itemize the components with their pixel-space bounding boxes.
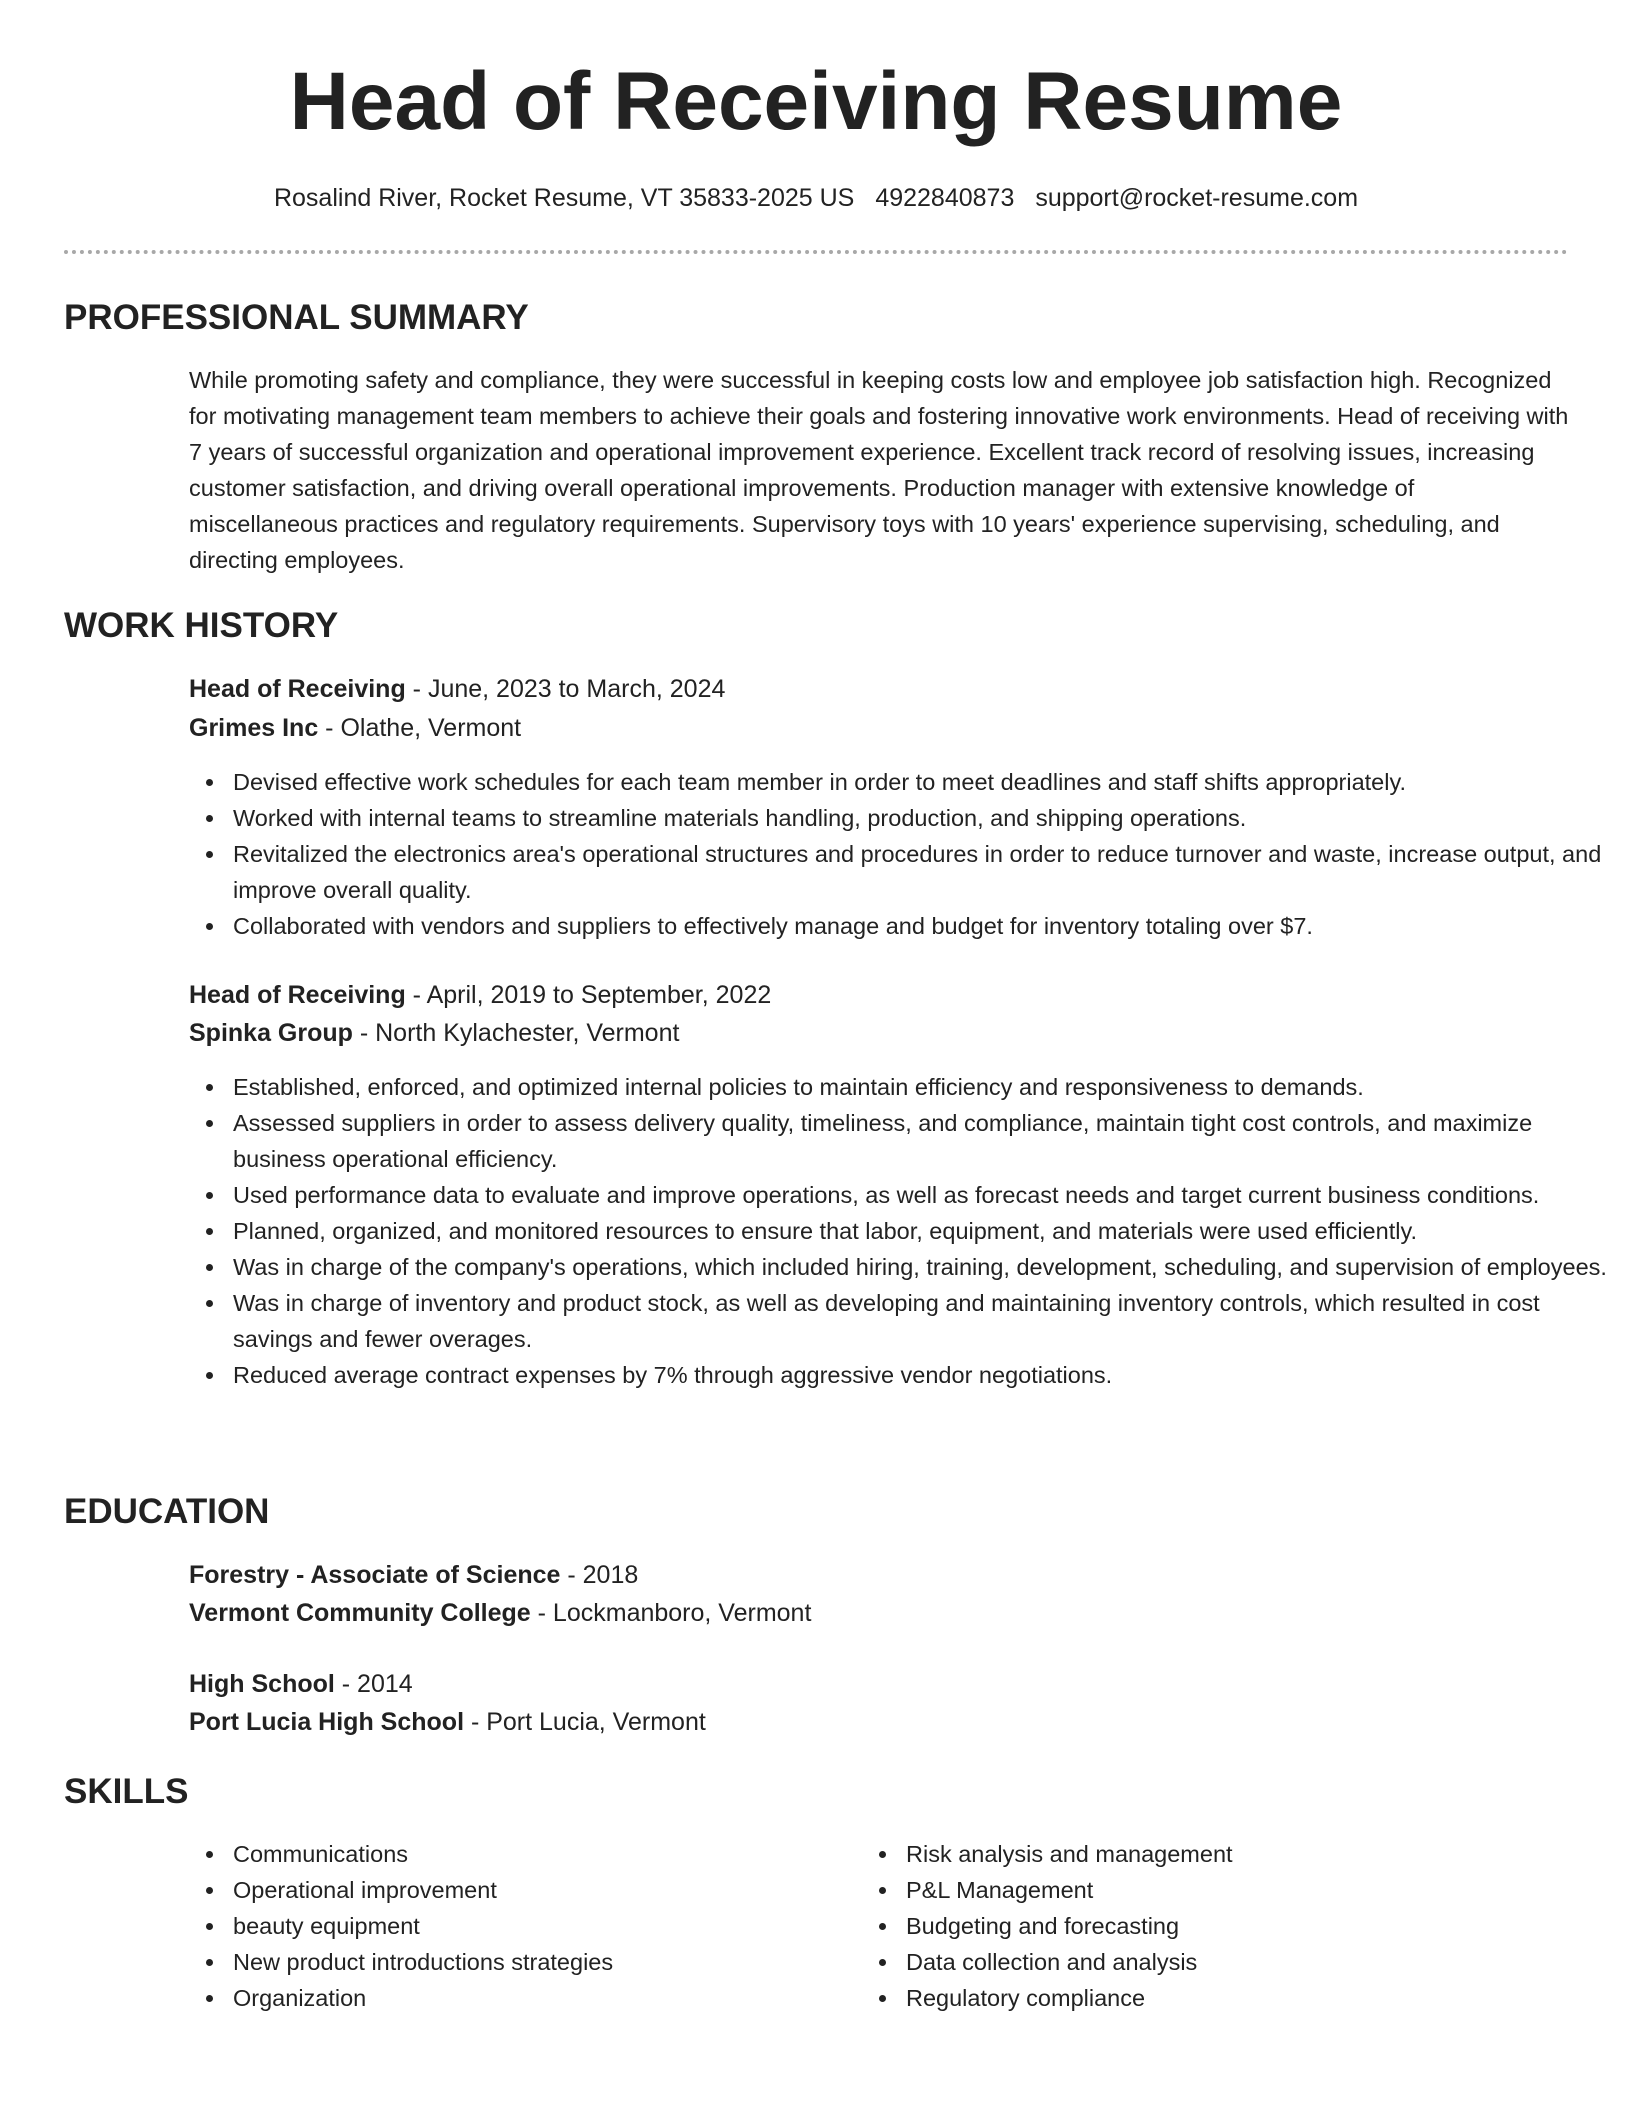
skill-item: Communications — [233, 1836, 853, 1872]
job-title: Head of Receiving — [189, 981, 406, 1009]
skill-item: Operational improvement — [233, 1872, 853, 1908]
education-degree-line — [189, 1666, 1569, 1702]
contact-address: Rosalind River, Rocket Resume, VT 35833-2025 US — [273, 184, 855, 212]
job-location: - North Kylachester, Vermont — [352, 1019, 680, 1047]
education-heading: EDUCATION — [64, 1492, 270, 1531]
education-school-line — [189, 1595, 1569, 1631]
work-history-heading: WORK HISTORY — [64, 606, 339, 645]
education-year: - 2018 — [560, 1561, 639, 1589]
education-degree-line — [189, 1557, 1569, 1593]
education-school: Vermont Community College — [189, 1599, 531, 1627]
job-company-line — [189, 1015, 1569, 1051]
skills-list-left — [189, 1836, 853, 2016]
education-degree: Forestry - Associate of Science — [189, 1561, 561, 1589]
skill-item: Regulatory compliance — [906, 1980, 1526, 2016]
job-company-line — [189, 710, 1569, 746]
skill-item: beauty equipment — [233, 1908, 853, 1944]
skills-heading: SKILLS — [64, 1772, 189, 1811]
list-item: Worked with internal teams to streamline materials handling, production, and shipping operations. — [233, 800, 1613, 836]
job-title-line — [189, 671, 1569, 707]
job-bullets — [189, 1069, 1613, 1393]
job-company: Grimes Inc — [189, 714, 319, 742]
skill-item: Risk analysis and management — [906, 1836, 1526, 1872]
education-degree: High School — [189, 1670, 335, 1698]
list-item: Devised effective work schedules for each team member in order to meet deadlines and staff shifts appropriately. — [233, 764, 1613, 800]
header-divider — [64, 250, 1568, 254]
summary-text: While promoting safety and compliance, they were successful in keeping costs low and employee job satisfaction high. Recognized for motivating management team members to achieve their goals and fostering innovative work environments. Head of receiving with 7 years of successful organization and operational improvement experience. Excellent track record of resolving issues, increasing customer satisfaction, and driving overall operational improvements. Production manager with extensive knowledge of miscellaneous practices and regulatory requirements. Supervisory toys with 10 years' experience supervising, scheduling, and directing employees. — [189, 367, 1569, 573]
list-item: Established, enforced, and optimized internal policies to maintain efficiency and responsiveness to demands. — [233, 1069, 1613, 1105]
list-item: Reduced average contract expenses by 7% through aggressive vendor negotiations. — [233, 1357, 1613, 1393]
list-item: Revitalized the electronics area's operational structures and procedures in order to reduce turnover and waste, increase output, and improve overall quality. — [233, 836, 1613, 908]
job-bullets — [189, 764, 1613, 944]
skill-item: Budgeting and forecasting — [906, 1908, 1526, 1944]
job-title: Head of Receiving — [189, 675, 406, 703]
education-year: - 2014 — [334, 1670, 413, 1698]
job-dates: - April, 2019 to September, 2022 — [405, 981, 772, 1009]
education-location: - Port Lucia, Vermont — [464, 1708, 706, 1736]
resume-title: Head of Receiving Resume — [289, 56, 1343, 147]
education-location: - Lockmanboro, Vermont — [530, 1599, 812, 1627]
list-item: Was in charge of the company's operations, which included hiring, training, development, scheduling, and supervision of employees. — [233, 1249, 1613, 1285]
skill-item: New product introductions strategies — [233, 1944, 853, 1980]
contact-phone: 4922840873 — [875, 184, 1015, 212]
job-location: - Olathe, Vermont — [318, 714, 522, 742]
contact-line — [0, 180, 1632, 216]
skill-item: Data collection and analysis — [906, 1944, 1526, 1980]
contact-email: support@rocket-resume.com — [1035, 184, 1359, 212]
skill-item: P&L Management — [906, 1872, 1526, 1908]
list-item: Used performance data to evaluate and improve operations, as well as forecast needs and target current business conditions. — [233, 1177, 1613, 1213]
list-item: Collaborated with vendors and suppliers to effectively manage and budget for inventory totaling over $7. — [233, 908, 1613, 944]
education-school: Port Lucia High School — [189, 1708, 465, 1736]
job-company: Spinka Group — [189, 1019, 353, 1047]
job-dates: - June, 2023 to March, 2024 — [405, 675, 726, 703]
list-item: Was in charge of inventory and product stock, as well as developing and maintaining inventory controls, which resulted in cost savings and fewer overages. — [233, 1285, 1613, 1357]
education-school-line — [189, 1704, 1569, 1740]
job-title-line — [189, 977, 1569, 1013]
summary-heading: PROFESSIONAL SUMMARY — [64, 298, 529, 337]
list-item: Planned, organized, and monitored resources to ensure that labor, equipment, and materials were used efficiently. — [233, 1213, 1613, 1249]
list-item: Assessed suppliers in order to assess delivery quality, timeliness, and compliance, maintain tight cost controls, and maximize business operational efficiency. — [233, 1105, 1613, 1177]
skill-item: Organization — [233, 1980, 853, 2016]
skills-list-right — [862, 1836, 1526, 2016]
